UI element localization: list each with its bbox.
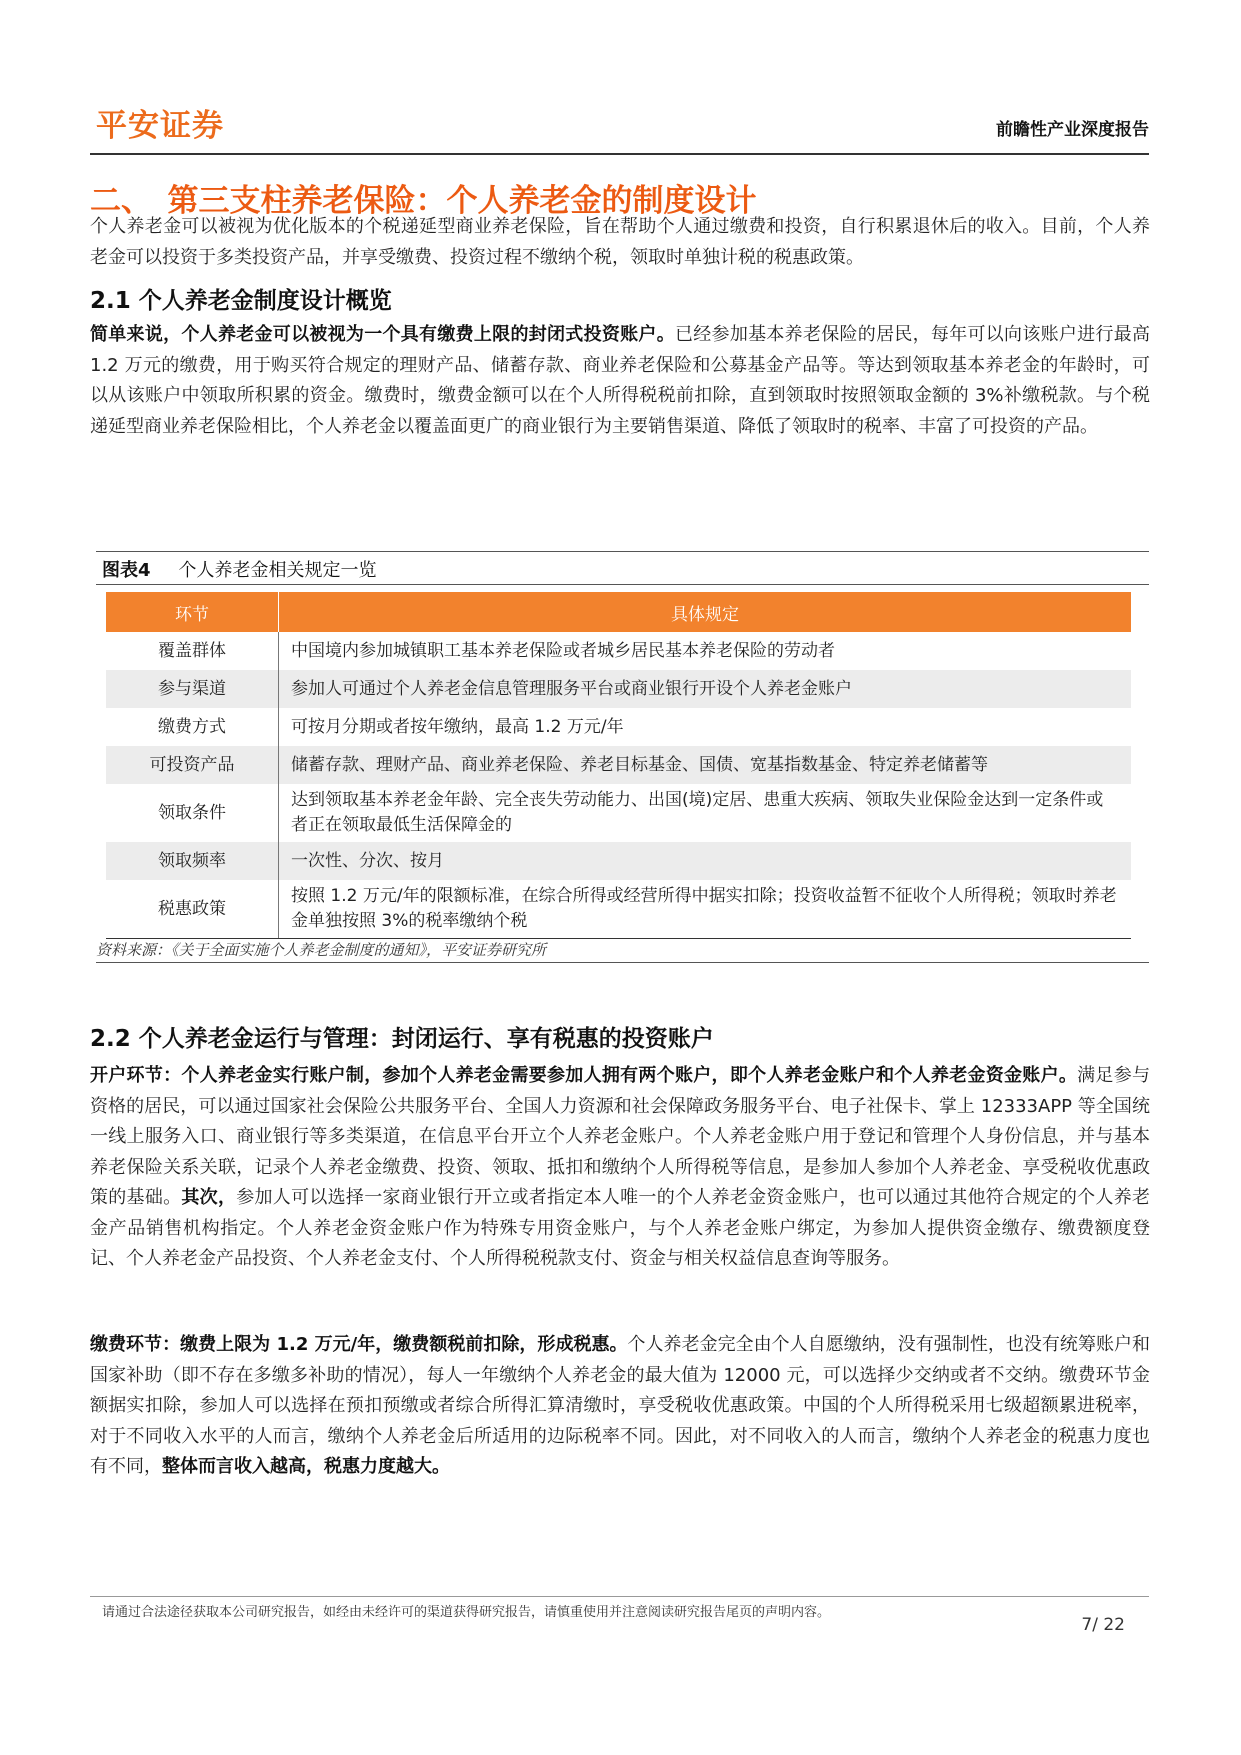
figure-top-rule: [96, 551, 1149, 552]
paragraph-contribution-lead: 缴费环节：缴费上限为 1.2 万元/年，缴费额税前扣除，形成税惠。: [90, 1334, 628, 1355]
paragraph-account-opening-lead: 开户环节：个人养老金实行账户制，参加个人养老金需要参加人拥有两个账户，即个人养老金账户和个人养老金资金账户。: [90, 1065, 1078, 1086]
section-intro: 个人养老金可以被视为优化版本的个税递延型商业养老保险，旨在帮助个人通过缴费和投资，自行积累退休后的收入。目前，个人养老金可以投资于多类投资产品，并享受缴费、投资过程不缴纳个税，领取时单独计税的税惠政策。: [90, 216, 1150, 268]
paragraph-contribution: [90, 1330, 1150, 1483]
paragraph-2-1: [90, 320, 1150, 442]
table-row: [106, 632, 1131, 670]
table-cell-rule: 按照 1.2 万元/年的限额标准，在综合所得或经营所得中据实扣除；投资收益暂不征收个人所得税；领取时养老金单独按照 3%的税率缴纳个税: [279, 880, 1132, 939]
table-cell-rule: 可按月分期或者按年缴纳，最高 1.2 万元/年: [291, 716, 624, 737]
paragraph-account-opening-body-2: 参加人可以选择一家商业银行开立或者指定本人唯一的个人养老金资金账户，也可以通过其他符合规定的个人养老金产品销售机构指定。个人养老金资金账户作为特殊专用资金账户，与个人养老金账户绑定，为参加人提供资金缴存、缴费额度登记、个人养老金产品投资、个人养老金支付、个人所得税税款支付、资金与相关权益信息查询等服务。: [90, 1187, 1150, 1269]
heading-2-1: 2.1 个人养老金制度设计概览: [90, 288, 392, 314]
header-divider: [90, 153, 1149, 155]
paragraph-contribution-body: 个人养老金完全由个人自愿缴纳，没有强制性，也没有统筹账户和国家补助（即不存在多缴多补助的情况），每人一年缴纳个人养老金的最大值为 12000 元，可以选择少交纳或者不交纳。缴费环节金额据实扣除，参加人可以选择在预扣预缴或者综合所得汇算清缴时，享受税收优惠政策。中国的个人所得税采用七级超额累进税率，对于不同收入水平的人而言，缴纳个人养老金后所适用的边际税率不同。因此，对不同收入的人而言，缴纳个人养老金的税惠力度也有不同，: [90, 1334, 1150, 1477]
figure-caption-rule: [96, 584, 1149, 585]
paragraph-account-opening: [90, 1061, 1150, 1275]
table-cell-stage: 覆盖群体: [106, 632, 279, 670]
paragraph-2-1-body: 已经参加基本养老保险的居民，每年可以向该账户进行最高 1.2 万元的缴费，用于购买符合规定的理财产品、储蓄存款、商业养老保险和公募基金产品等。等达到领取基本养老金的年龄时，可以从该账户中领取所积累的资金。缴费时，缴费金额可以在个人所得税税前扣除，直到领取时按照领取金额的 3%补缴税款。与个税递延型商业养老保险相比，个人养老金以覆盖面更广的商业银行为主要销售渠道、降低了领取时的税率、丰富了可投资的产品。: [90, 324, 1150, 437]
table-row: [106, 784, 1131, 842]
page-number: 7/ 22: [1081, 1615, 1125, 1635]
table-cell-stage: 可投资产品: [106, 746, 279, 784]
paragraph-2-1-lead: 简单来说，个人养老金可以被视为一个具有缴费上限的封闭式投资账户。: [90, 324, 675, 345]
figure-caption: [102, 556, 377, 582]
table-row: [106, 708, 1131, 746]
figure-bottom-rule: [96, 962, 1149, 963]
table-cell-stage: 税惠政策: [106, 880, 279, 939]
paragraph-account-opening-next: 其次，: [181, 1187, 237, 1208]
report-type-label: 前瞻性产业深度报告: [996, 120, 1149, 140]
table-cell-rule: 储蓄存款、理财产品、商业养老保险、养老目标基金、国债、宽基指数基金、特定养老储蓄等: [279, 746, 1132, 784]
section-title: 二、 第三支柱养老保险：个人养老金的制度设计: [90, 183, 757, 219]
column-header-stage: 环节: [106, 592, 279, 632]
table-cell-stage: 领取频率: [106, 842, 279, 880]
table-row: [106, 880, 1131, 939]
paragraph-contribution-conclusion: 整体而言收入越高，税惠力度越大。: [162, 1456, 450, 1477]
heading-2-2: 2.2 个人养老金运行与管理：封闭运行、享有税惠的投资账户: [90, 1026, 714, 1052]
footer-disclaimer: 请通过合法途径获取本公司研究报告，如经由未经许可的渠道获得研究报告，请慎重使用并注意阅读研究报告尾页的声明内容。: [102, 1605, 831, 1620]
figure-name: 个人养老金相关规定一览: [178, 560, 377, 581]
table-cell-rule: 中国境内参加城镇职工基本养老保险或者城乡居民基本养老保险的劳动者: [291, 640, 835, 661]
table-cell-stage: 领取条件: [106, 784, 279, 842]
figure-source: 资料来源：《关于全面实施个人养老金制度的通知》，平安证券研究所: [96, 941, 547, 959]
table-cell-rule: 达到领取基本养老金年龄、完全丧失劳动能力、出国(境)定居、患重大疾病、领取失业保险金达到一定条件或者正在领取最低生活保障金的: [291, 790, 1104, 835]
table-cell-stage: 参与渠道: [106, 670, 279, 708]
footer-divider: [90, 1596, 1149, 1597]
table-header-row: [106, 592, 1131, 632]
table-cell-rule: 一次性、分次、按月: [279, 842, 1132, 880]
company-logo: 平安证券: [96, 108, 224, 144]
figure-label: 图表4: [102, 560, 151, 581]
paragraph-account-opening-body: 满足参与资格的居民，可以通过国家社会保险公共服务平台、全国人力资源和社会保障政务服务平台、电子社保卡、掌上 12333APP 等全国统一线上服务入口、商业银行等多类渠道，在信息平台开立个人养老金账户。个人养老金账户用于登记和管理个人身份信息，并与基本养老保险关系关联，记录个人养老金缴费、投资、领取、抵扣和缴纳个人所得税等信息，是参加人参加个人养老金、享受税收优惠政策的基础。: [90, 1065, 1150, 1208]
table-row: [106, 670, 1131, 708]
table-cell-rule: 参加人可通过个人养老金信息管理服务平台或商业银行开设个人养老金账户: [279, 670, 1132, 708]
table-row: [106, 746, 1131, 784]
table-cell-stage: 缴费方式: [106, 708, 279, 746]
table-row: [106, 842, 1131, 880]
column-header-rules: 具体规定: [279, 592, 1132, 632]
regulation-table: [106, 592, 1131, 939]
